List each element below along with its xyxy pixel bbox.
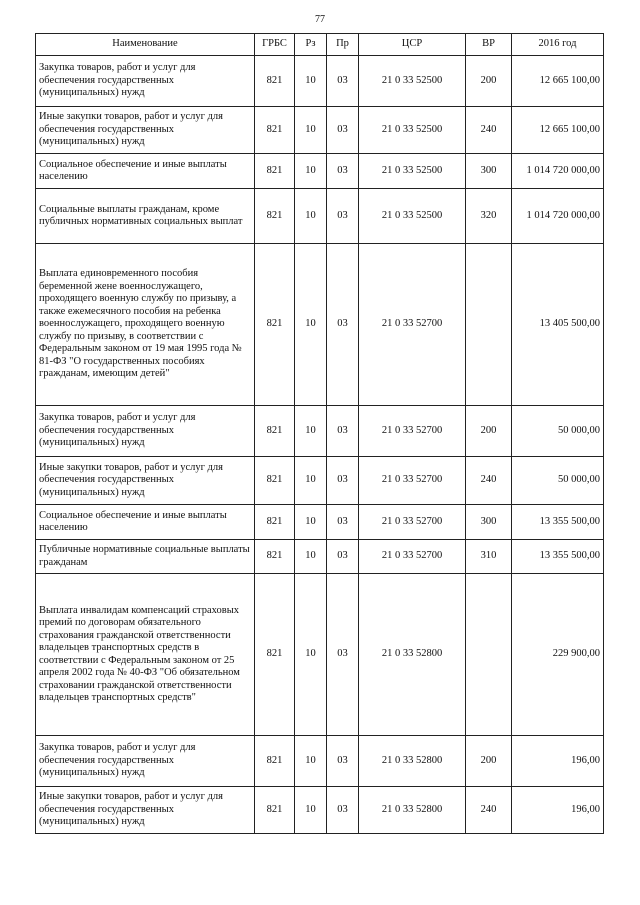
row-pr: 03 [327, 107, 359, 154]
table-row [36, 540, 604, 574]
row-csr: 21 0 33 52700 [359, 406, 466, 457]
row-grbs: 821 [255, 736, 295, 787]
row-amount: 196,00 [512, 736, 604, 787]
row-csr: 21 0 33 52700 [359, 540, 466, 574]
header-name: Наименование [36, 34, 255, 56]
row-name: Социальные выплаты гражданам, кроме публичных нормативных социальных выплат [36, 189, 255, 244]
row-rz: 10 [295, 736, 327, 787]
table-row [36, 56, 604, 107]
row-rz: 10 [295, 457, 327, 505]
row-pr: 03 [327, 56, 359, 107]
row-rz: 10 [295, 244, 327, 406]
row-vr: 240 [466, 107, 512, 154]
table-row [36, 574, 604, 736]
row-rz: 10 [295, 56, 327, 107]
row-pr: 03 [327, 505, 359, 540]
row-amount: 1 014 720 000,00 [512, 154, 604, 189]
row-rz: 10 [295, 154, 327, 189]
row-grbs: 821 [255, 505, 295, 540]
row-vr: 240 [466, 787, 512, 834]
row-pr: 03 [327, 736, 359, 787]
row-rz: 10 [295, 540, 327, 574]
table-row [36, 457, 604, 505]
header-year: 2016 год [512, 34, 604, 56]
row-grbs: 821 [255, 457, 295, 505]
table-header-row [36, 34, 604, 56]
row-name: Закупка товаров, работ и услуг для обеспечения государственных (муниципальных) нужд [36, 406, 255, 457]
budget-table [35, 33, 604, 834]
row-grbs: 821 [255, 56, 295, 107]
row-pr: 03 [327, 154, 359, 189]
table-row [36, 154, 604, 189]
row-vr: 200 [466, 406, 512, 457]
row-rz: 10 [295, 189, 327, 244]
row-amount: 13 405 500,00 [512, 244, 604, 406]
row-csr: 21 0 33 52700 [359, 505, 466, 540]
row-name: Закупка товаров, работ и услуг для обеспечения государственных (муниципальных) нужд [36, 56, 255, 107]
row-vr [466, 574, 512, 736]
header-vr: ВР [466, 34, 512, 56]
row-csr: 21 0 33 52500 [359, 189, 466, 244]
row-vr: 310 [466, 540, 512, 574]
row-name: Социальное обеспечение и иные выплаты населению [36, 505, 255, 540]
table-row [36, 736, 604, 787]
row-amount: 12 665 100,00 [512, 56, 604, 107]
row-grbs: 821 [255, 406, 295, 457]
row-csr: 21 0 33 52700 [359, 457, 466, 505]
row-csr: 21 0 33 52500 [359, 107, 466, 154]
row-grbs: 821 [255, 540, 295, 574]
row-csr: 21 0 33 52800 [359, 787, 466, 834]
row-pr: 03 [327, 540, 359, 574]
row-vr: 240 [466, 457, 512, 505]
row-grbs: 821 [255, 574, 295, 736]
row-grbs: 821 [255, 189, 295, 244]
row-amount: 50 000,00 [512, 406, 604, 457]
row-name: Иные закупки товаров, работ и услуг для обеспечения государственных (муниципальных) нужд [36, 787, 255, 834]
row-rz: 10 [295, 574, 327, 736]
row-amount: 229 900,00 [512, 574, 604, 736]
row-vr: 300 [466, 505, 512, 540]
header-grbs: ГРБС [255, 34, 295, 56]
row-grbs: 821 [255, 154, 295, 189]
row-amount: 13 355 500,00 [512, 540, 604, 574]
row-name: Публичные нормативные социальные выплаты гражданам [36, 540, 255, 574]
row-pr: 03 [327, 574, 359, 736]
header-csr: ЦСР [359, 34, 466, 56]
row-csr: 21 0 33 52800 [359, 574, 466, 736]
row-pr: 03 [327, 406, 359, 457]
row-amount: 12 665 100,00 [512, 107, 604, 154]
row-name: Иные закупки товаров, работ и услуг для обеспечения государственных (муниципальных) нужд [36, 107, 255, 154]
row-name: Иные закупки товаров, работ и услуг для обеспечения государственных (муниципальных) нужд [36, 457, 255, 505]
row-pr: 03 [327, 457, 359, 505]
row-name: Закупка товаров, работ и услуг для обеспечения государственных (муниципальных) нужд [36, 736, 255, 787]
row-grbs: 821 [255, 244, 295, 406]
row-vr: 300 [466, 154, 512, 189]
row-pr: 03 [327, 787, 359, 834]
header-pr: Пр [327, 34, 359, 56]
page-number: 77 [315, 14, 325, 25]
row-csr: 21 0 33 52700 [359, 244, 466, 406]
row-name: Социальное обеспечение и иные выплаты населению [36, 154, 255, 189]
row-rz: 10 [295, 406, 327, 457]
row-name: Выплата единовременного пособия беременной жене военнослужащего, проходящего военную службу по призыву, а также ежемесячного пособия на ребенка военнослужащего, проходящего военную службу по призыву, в соответствии с Федеральным законом от 19 мая 1995 года № 81-ФЗ "О государственных пособиях гражданам, имеющим детей" [36, 244, 255, 406]
row-rz: 10 [295, 505, 327, 540]
row-pr: 03 [327, 244, 359, 406]
row-amount: 1 014 720 000,00 [512, 189, 604, 244]
table-row [36, 244, 604, 406]
row-vr: 200 [466, 736, 512, 787]
row-grbs: 821 [255, 787, 295, 834]
row-amount: 13 355 500,00 [512, 505, 604, 540]
row-name: Выплата инвалидам компенсаций страховых премий по договорам обязательного страхования гражданской ответственности владельцев транспортных средств в соответствии с Федеральным законом от 25 апреля 2002 года № 40-ФЗ "Об обязательном страховании гражданской ответственности владельцев транспортных средств" [36, 574, 255, 736]
row-csr: 21 0 33 52500 [359, 154, 466, 189]
table-row [36, 189, 604, 244]
row-csr: 21 0 33 52800 [359, 736, 466, 787]
row-pr: 03 [327, 189, 359, 244]
row-grbs: 821 [255, 107, 295, 154]
table-row [36, 505, 604, 540]
row-amount: 50 000,00 [512, 457, 604, 505]
row-vr: 320 [466, 189, 512, 244]
row-amount: 196,00 [512, 787, 604, 834]
table-row [36, 107, 604, 154]
header-rz: Рз [295, 34, 327, 56]
row-rz: 10 [295, 787, 327, 834]
table-row [36, 406, 604, 457]
row-vr [466, 244, 512, 406]
row-csr: 21 0 33 52500 [359, 56, 466, 107]
table-row [36, 787, 604, 834]
row-rz: 10 [295, 107, 327, 154]
row-vr: 200 [466, 56, 512, 107]
